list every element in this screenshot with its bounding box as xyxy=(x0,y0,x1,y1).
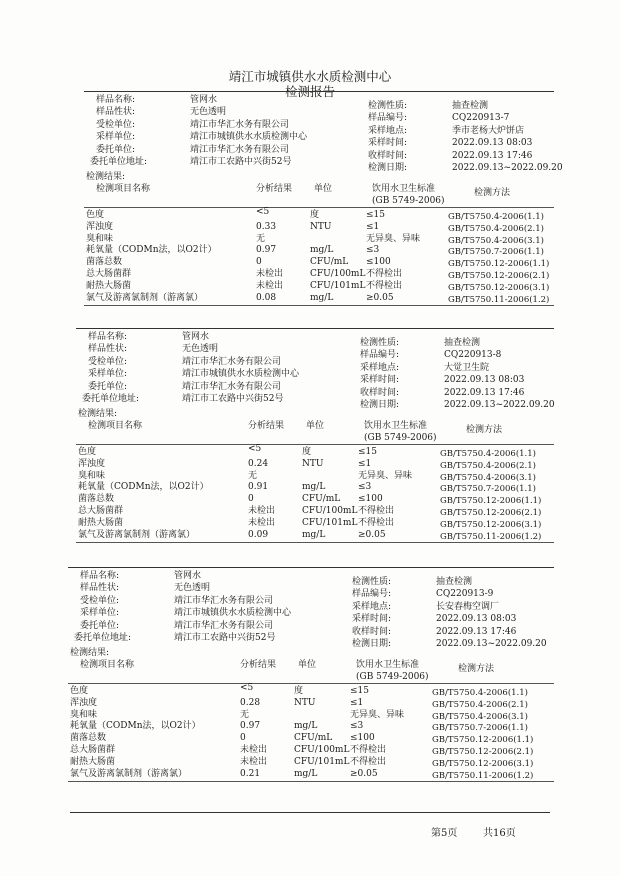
info-value-sampling-unit: 靖江市城镇供水水质检测中心 xyxy=(174,608,292,619)
info-value-receiving-unit: 靖江市华汇水务有限公司 xyxy=(190,119,290,130)
info-value-test-date: 2022.09.13~2022.09.20 xyxy=(436,639,547,649)
test-result-label: 检测结果: xyxy=(86,172,126,182)
info-value-test-date: 2022.09.13~2022.09.20 xyxy=(444,400,555,410)
table-row-method: GB/T5750.4-2006(3.1) xyxy=(432,711,528,722)
table-row-unit: CFU/100mL xyxy=(302,506,358,516)
table-row-standard: ≤15 xyxy=(366,210,385,220)
info-value-sampling-unit: 靖江市城镇供水水质检测中心 xyxy=(190,132,308,143)
table-row-unit: NTU xyxy=(294,697,316,708)
info-label-receiving-unit: 受检单位: xyxy=(80,595,120,606)
header-standard-code: (GB 5749-2006) xyxy=(372,196,445,206)
table-row-method: GB/T5750.11-2006(1.2) xyxy=(448,294,550,305)
info-value-sample-char: 无色透明 xyxy=(174,583,211,594)
table-row-result: 0.24 xyxy=(248,458,269,469)
table-row-unit: mg/L xyxy=(294,768,318,779)
table-row-item: 色度 xyxy=(78,447,97,457)
table-row-method: GB/T5750.4-2006(1.1) xyxy=(440,449,536,459)
info-label-client-address: 委托单位地址: xyxy=(90,157,148,167)
table-row-item: 浑浊度 xyxy=(70,697,98,708)
header-item-name: 检测项目名称 xyxy=(88,421,143,431)
table-row-result: 0.21 xyxy=(240,768,261,779)
table-row-standard: ≤15 xyxy=(358,447,377,457)
table-row-item: 浑浊度 xyxy=(78,458,106,469)
info-value-receive-time: 2022.09.13 17:46 xyxy=(444,387,525,398)
table-row-method: GB/T5750.4-2006(3.1) xyxy=(448,235,544,246)
report-title: 靖江市城镇供水水质检测中心 xyxy=(228,69,392,84)
info-value-sampling-time: 2022.09.13 08:03 xyxy=(444,375,525,386)
table-row-item: 耗氧量（CODMn法，以O2计） xyxy=(78,482,209,493)
header-standard-code: (GB 5749-2006) xyxy=(364,433,437,443)
table-row-result: 0.91 xyxy=(248,482,269,493)
table-row-result: 0.97 xyxy=(240,721,261,732)
info-value-client-address: 靖江市工农路中兴街52号 xyxy=(174,633,276,643)
table-row-standard: ≤100 xyxy=(358,494,383,505)
info-value-sample-name: 管网水 xyxy=(174,571,202,581)
table-row-method: GB/T5750.7-2006(1.1) xyxy=(432,723,528,734)
info-value-receiving-unit: 靖江市华汇水务有限公司 xyxy=(174,595,274,606)
table-row-standard: 不得检出 xyxy=(366,269,403,279)
table-row-item: 臭和味 xyxy=(70,709,98,720)
info-label-sampling-time: 采样时间: xyxy=(352,614,392,625)
info-label-test-nature: 检测性质: xyxy=(368,101,408,111)
info-label-client-address: 委托单位地址: xyxy=(74,633,132,643)
table-row-unit: CFU/100mL xyxy=(294,745,350,755)
report-subtitle: 检测报告 xyxy=(284,84,335,99)
info-label-sample-no: 样品编号: xyxy=(368,113,408,124)
table-row-item: 总大肠菌群 xyxy=(86,269,132,279)
rule-line xyxy=(84,305,554,306)
table-row-standard: ≤15 xyxy=(350,686,369,696)
table-row-item: 耐热大肠菌 xyxy=(86,280,132,291)
table-row-unit: 度 xyxy=(310,210,320,220)
table-row-item: 耐热大肠菌 xyxy=(78,517,124,528)
table-row-item: 色度 xyxy=(70,686,89,696)
table-row-unit: NTU xyxy=(302,458,324,469)
info-value-sample-name: 管网水 xyxy=(182,332,210,342)
table-row-standard: 不得检出 xyxy=(358,506,395,516)
table-row-result: <5 xyxy=(256,207,270,217)
info-value-client-unit: 靖江市华汇水务有限公司 xyxy=(190,144,290,155)
info-label-test-date: 检测日期: xyxy=(360,400,400,410)
table-row-item: 浑浊度 xyxy=(86,221,114,232)
table-row-method: GB/T5750.12-2006(2.1) xyxy=(432,747,534,757)
rule-line xyxy=(68,567,554,568)
table-row-result: 0.28 xyxy=(240,697,261,708)
info-label-client-address: 委托单位地址: xyxy=(82,394,140,404)
table-row-result: 0.09 xyxy=(248,529,269,540)
table-row-method: GB/T5750.11-2006(1.2) xyxy=(440,531,542,542)
table-row-item: 总大肠菌群 xyxy=(78,506,124,516)
info-value-receive-time: 2022.09.13 17:46 xyxy=(436,626,517,637)
table-row-method: GB/T5750.12-2006(1.1) xyxy=(448,259,550,270)
table-row-result: 0.97 xyxy=(256,245,277,256)
header-analysis-result: 分析结果 xyxy=(240,660,277,670)
table-row-unit: mg/L xyxy=(302,529,326,540)
header-item-name: 检测项目名称 xyxy=(96,184,151,194)
table-row-standard: ≤100 xyxy=(350,733,375,744)
rule-line xyxy=(84,91,554,92)
table-row-item: 耐热大肠菌 xyxy=(70,756,116,767)
table-row-item: 耗氧量（CODMn法，以O2计） xyxy=(86,245,217,256)
page-total: 共16页 xyxy=(483,828,516,839)
table-row-method: GB/T5750.12-2006(3.1) xyxy=(432,758,534,769)
table-row-standard: ≤1 xyxy=(366,221,380,232)
info-label-sampling-site: 采样地点: xyxy=(360,362,400,373)
info-value-client-unit: 靖江市华汇水务有限公司 xyxy=(174,620,274,631)
header-standard: 饮用水卫生标准 xyxy=(372,184,436,194)
header-unit: 单位 xyxy=(298,660,317,670)
table-row-standard: 不得检出 xyxy=(350,745,387,755)
info-label-sampling-unit: 采样单位: xyxy=(80,608,120,619)
table-row-method: GB/T5750.7-2006(1.1) xyxy=(448,247,544,258)
info-value-sampling-time: 2022.09.13 08:03 xyxy=(436,614,517,625)
table-row-unit: mg/L xyxy=(310,245,334,256)
table-row-method: GB/T5750.12-2006(1.1) xyxy=(432,735,534,746)
info-label-test-nature: 检测性质: xyxy=(352,577,392,587)
info-label-receiving-unit: 受检单位: xyxy=(88,356,128,367)
table-row-item: 臭和味 xyxy=(86,233,114,244)
info-value-test-nature: 抽查检测 xyxy=(444,338,481,348)
rule-line xyxy=(84,207,554,208)
table-row-item: 菌落总数 xyxy=(78,494,115,505)
rule-line xyxy=(70,812,550,813)
info-label-receiving-unit: 受检单位: xyxy=(96,119,136,130)
table-row-result: 无 xyxy=(256,233,266,244)
table-row-standard: 无异臭、异味 xyxy=(358,470,413,481)
rule-line xyxy=(76,542,554,543)
table-row-standard: ≤3 xyxy=(350,721,364,732)
info-value-sampling-site: 季市老杨大炉饼店 xyxy=(452,125,525,136)
header-method: 检测方法 xyxy=(474,188,511,198)
table-row-unit: CFU/101mL xyxy=(294,756,350,767)
info-value-test-nature: 抽查检测 xyxy=(436,577,473,587)
table-row-unit: mg/L xyxy=(310,292,334,303)
header-analysis-result: 分析结果 xyxy=(248,421,285,431)
table-row-method: GB/T5750.12-2006(3.1) xyxy=(440,519,542,530)
table-row-item: 耗氧量（CODMn法，以O2计） xyxy=(70,721,201,732)
info-label-client-unit: 委托单位: xyxy=(96,144,136,155)
table-row-unit: 度 xyxy=(294,686,304,696)
table-row-standard: ≤3 xyxy=(358,482,372,493)
info-label-test-date: 检测日期: xyxy=(368,163,408,173)
info-value-sample-char: 无色透明 xyxy=(182,344,219,355)
info-label-sampling-time: 采样时间: xyxy=(368,138,408,149)
table-row-method: GB/T5750.12-2006(3.1) xyxy=(448,282,550,293)
table-row-standard: 不得检出 xyxy=(358,517,395,528)
info-value-sample-no: CQ220913-8 xyxy=(444,350,502,361)
info-value-receive-time: 2022.09.13 17:46 xyxy=(452,150,533,161)
header-analysis-result: 分析结果 xyxy=(256,184,293,194)
table-row-unit: 度 xyxy=(302,447,312,457)
table-row-result: 0.33 xyxy=(256,221,277,232)
info-value-receiving-unit: 靖江市华汇水务有限公司 xyxy=(182,356,282,367)
info-value-sampling-time: 2022.09.13 08:03 xyxy=(452,138,533,149)
table-row-result: 未检出 xyxy=(240,745,268,755)
table-row-standard: 无异臭、异味 xyxy=(350,709,405,720)
table-row-item: 总大肠菌群 xyxy=(70,745,116,755)
info-value-sampling-site: 大觉卫生院 xyxy=(444,362,490,373)
info-value-sampling-site: 长安春梅空调厂 xyxy=(436,601,500,612)
info-label-sample-name: 样品名称: xyxy=(96,95,136,105)
rule-line xyxy=(76,328,554,329)
table-row-item: 臭和味 xyxy=(78,470,106,481)
table-row-standard: ≥0.05 xyxy=(350,768,378,779)
table-row-item: 氯气及游离氯制剂（游离氯） xyxy=(86,292,204,303)
table-row-result: 未检出 xyxy=(256,269,284,279)
table-row-result: 无 xyxy=(248,470,258,481)
table-row-result: 无 xyxy=(240,709,250,720)
table-row-result: 0 xyxy=(256,257,262,268)
table-row-standard: ≤100 xyxy=(366,257,391,268)
table-row-method: GB/T5750.4-2006(1.1) xyxy=(448,212,544,222)
rule-line xyxy=(68,683,554,684)
table-row-standard: 不得检出 xyxy=(366,280,403,291)
test-result-label: 检测结果: xyxy=(78,409,118,419)
table-row-unit: mg/L xyxy=(302,482,326,493)
table-row-method: GB/T5750.7-2006(1.1) xyxy=(440,484,536,495)
header-method: 检测方法 xyxy=(458,664,495,674)
table-row-unit: CFU/101mL xyxy=(310,280,366,291)
table-row-method: GB/T5750.4-2006(3.1) xyxy=(440,472,536,483)
table-row-standard: 无异臭、异味 xyxy=(366,233,421,244)
table-row-method: GB/T5750.12-2006(1.1) xyxy=(440,496,542,507)
header-method: 检测方法 xyxy=(466,425,503,435)
table-row-result: 0 xyxy=(240,733,246,744)
info-label-sample-name: 样品名称: xyxy=(80,571,120,581)
info-label-test-date: 检测日期: xyxy=(352,639,392,649)
info-label-sample-char: 样品性状: xyxy=(80,583,120,594)
info-label-sampling-unit: 采样单位: xyxy=(96,132,136,143)
table-row-item: 菌落总数 xyxy=(70,733,107,744)
info-label-sample-no: 样品编号: xyxy=(360,350,400,361)
table-row-standard: ≤1 xyxy=(358,458,372,469)
info-label-client-unit: 委托单位: xyxy=(88,381,128,392)
page-number: 第5页 xyxy=(431,828,458,839)
table-row-method: GB/T5750.12-2006(2.1) xyxy=(440,508,542,518)
header-unit: 单位 xyxy=(314,184,333,194)
info-value-client-address: 靖江市工农路中兴街52号 xyxy=(182,394,284,404)
table-row-standard: ≥0.05 xyxy=(366,292,394,303)
info-label-receive-time: 收样时间: xyxy=(368,150,408,161)
info-label-sampling-time: 采样时间: xyxy=(360,375,400,386)
table-row-method: GB/T5750.4-2006(2.1) xyxy=(448,223,544,234)
table-row-result: 0.08 xyxy=(256,292,277,303)
table-row-result: <5 xyxy=(240,683,254,693)
info-value-test-nature: 抽查检测 xyxy=(452,101,489,111)
table-row-result: 未检出 xyxy=(240,756,268,767)
info-label-sampling-site: 采样地点: xyxy=(352,601,392,612)
info-label-client-unit: 委托单位: xyxy=(80,620,120,631)
table-row-result: 未检出 xyxy=(248,506,276,516)
info-value-sample-no: CQ220913-7 xyxy=(452,113,510,124)
info-label-receive-time: 收样时间: xyxy=(360,387,400,398)
header-standard-code: (GB 5749-2006) xyxy=(356,672,429,682)
info-value-sampling-unit: 靖江市城镇供水水质检测中心 xyxy=(182,369,300,380)
table-row-result: <5 xyxy=(248,444,262,454)
table-row-method: GB/T5750.11-2006(1.2) xyxy=(432,770,534,781)
table-row-item: 色度 xyxy=(86,210,105,220)
table-row-method: GB/T5750.12-2006(2.1) xyxy=(448,271,550,281)
table-row-unit: mg/L xyxy=(294,721,318,732)
table-row-method: GB/T5750.4-2006(1.1) xyxy=(432,688,528,698)
rule-line xyxy=(68,781,554,782)
info-label-sample-no: 样品编号: xyxy=(352,589,392,600)
info-label-sampling-site: 采样地点: xyxy=(368,125,408,136)
info-value-sample-no: CQ220913-9 xyxy=(436,589,494,600)
info-value-client-address: 靖江市工农路中兴街52号 xyxy=(190,157,292,167)
table-row-item: 氯气及游离氯制剂（游离氯） xyxy=(78,529,196,540)
table-row-method: GB/T5750.4-2006(2.1) xyxy=(432,699,528,710)
info-value-client-unit: 靖江市华汇水务有限公司 xyxy=(182,381,282,392)
info-label-sample-char: 样品性状: xyxy=(96,107,136,118)
header-standard: 饮用水卫生标准 xyxy=(364,421,428,431)
table-row-method: GB/T5750.4-2006(2.1) xyxy=(440,460,536,471)
info-label-test-nature: 检测性质: xyxy=(360,338,400,348)
info-label-sample-name: 样品名称: xyxy=(88,332,128,342)
table-row-unit: CFU/101mL xyxy=(302,517,358,528)
table-row-unit: CFU/100mL xyxy=(310,269,366,279)
table-row-unit: CFU/mL xyxy=(302,494,341,505)
table-row-result: 未检出 xyxy=(248,517,276,528)
info-label-receive-time: 收样时间: xyxy=(352,626,392,637)
header-standard: 饮用水卫生标准 xyxy=(356,660,420,670)
test-result-label: 检测结果: xyxy=(70,648,110,658)
table-row-result: 0 xyxy=(248,494,254,505)
table-row-standard: ≥0.05 xyxy=(358,529,386,540)
table-row-standard: 不得检出 xyxy=(350,756,387,767)
table-row-unit: NTU xyxy=(310,221,332,232)
info-value-sample-char: 无色透明 xyxy=(190,107,227,118)
table-row-unit: CFU/mL xyxy=(294,733,333,744)
table-row-item: 氯气及游离氯制剂（游离氯） xyxy=(70,768,188,779)
rule-line xyxy=(76,444,554,445)
info-value-sample-name: 管网水 xyxy=(190,95,218,105)
table-row-item: 菌落总数 xyxy=(86,257,123,268)
info-value-test-date: 2022.09.13~2022.09.20 xyxy=(452,163,563,173)
header-unit: 单位 xyxy=(306,421,325,431)
header-item-name: 检测项目名称 xyxy=(80,660,135,670)
table-row-result: 未检出 xyxy=(256,280,284,291)
table-row-unit: CFU/mL xyxy=(310,257,349,268)
info-label-sampling-unit: 采样单位: xyxy=(88,369,128,380)
info-label-sample-char: 样品性状: xyxy=(88,344,128,355)
table-row-standard: ≤3 xyxy=(366,245,380,256)
table-row-standard: ≤1 xyxy=(350,697,364,708)
